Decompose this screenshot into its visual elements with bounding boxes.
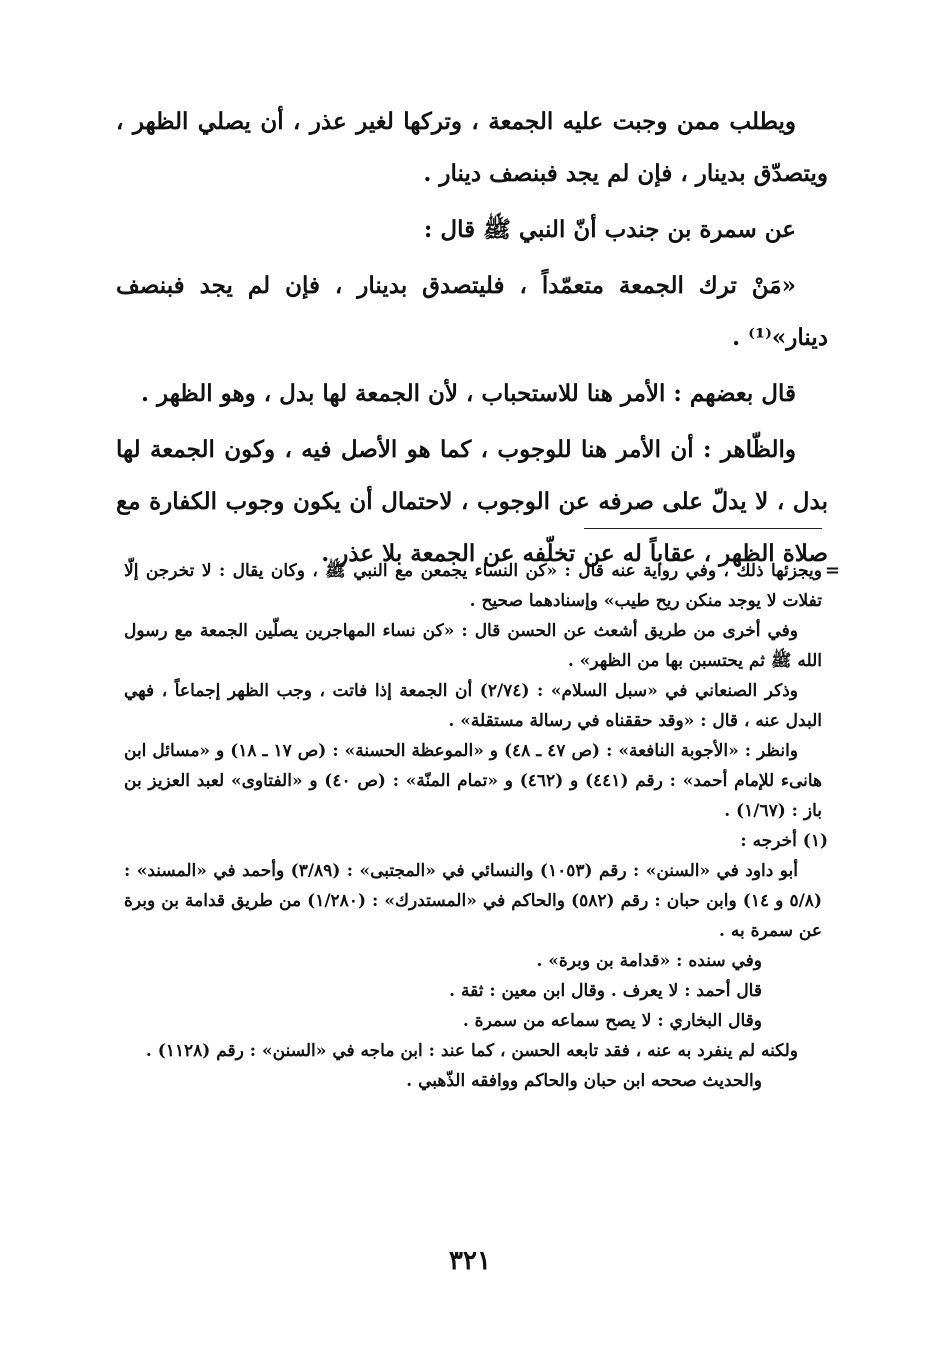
footnote-line: وفي أخرى من طريق أشعث عن الحسن قال : «كن نساء المهاجرين يصلّين الجمعة مع رسول الله ﷺ ثم يحتسبن بها من الظهر» . — [124, 621, 822, 671]
footnotes — [124, 556, 828, 1096]
hadith-quote: «مَنْ ترك الجمعة متعمّداً ، فليتصدق بدينار ، فإن لم يجد فبنصف دينار»⁽¹⁾ . — [116, 272, 828, 351]
footnote-line: وقال البخاري : لا يصح سماعه من سمرة . — [462, 1011, 762, 1031]
paragraph-2: عن سمرة بن جندب أنّ النبي ﷺ قال : — [423, 216, 796, 243]
footnote-label: (١) أخرجه : — [740, 831, 828, 851]
page-number: ٣٢١ — [449, 1246, 491, 1276]
footnote-line: والحديث صححه ابن حبان والحاكم ووافقه الذّهبي . — [406, 1071, 762, 1091]
footnote-line: ولكنه لم ينفرد به عنه ، فقد تابعه الحسن ، كما عند : ابن ماجه في «السنن» : رقم (١١٢٨) . — [145, 1041, 798, 1061]
footnote-continuation-mark: = — [824, 560, 840, 581]
paragraph-4: قال بعضهم : الأمر هنا للاستحباب ، لأن الجمعة لها بدل ، وهو الظهر . — [141, 380, 796, 407]
paragraph-1: ويطلب ممن وجبت عليه الجمعة ، وتركها لغير عذر ، أن يصلي الظهر ، ويتصدّق بدينار ، فإن لم يجد فبنصف دينار . — [116, 108, 828, 187]
footnote-line: وانظر : «الأجوبة النافعة» : (ص ٤٧ ـ ٤٨) و «الموعظة الحسنة» : (ص ١٧ ـ ١٨) و «مسائل ابن هانىء للإمام أحمد» : رقم (٤٤١) و (٤٦٢) و «تمام المنّة» : (ص ٤٠) و «الفتاوى» لعبد العزيز بن باز : (١/٦٧) . — [124, 741, 822, 821]
footnote-line: ويجزئها ذلك ، وفي رواية عنه قال : «كن النساء يجمعن مع النبي ﷺ ، وكان يقال : لا تخرجن إلّا تفلات لا يوجد منكن ريح طيب» وإسنادهما صحيح . — [124, 561, 822, 611]
footnote-line: أبو داود في «السنن» : رقم (١٠٥٣) والنسائي في «المجتبى» : (٣/٨٩) وأحمد في «المسند» : (٥/٨ و ١٤) وابن حبان : رقم (٥٨٢) والحاكم في «المستدرك» : (١/٢٨٠) من طريق قدامة بن وبرة عن سمرة به . — [124, 861, 822, 941]
main-text — [116, 96, 828, 584]
footnote-line: وذكر الصنعاني في «سبل السلام» : (٢/٧٤) أن الجمعة إذا فاتت ، وجب الظهر إجماعاً ، فهي البدل عنه ، قال : «وقد حققناه في رسالة مستقلة» . — [124, 681, 822, 731]
footnote-line: وفي سنده : «قدامة بن وبرة» . — [536, 951, 762, 971]
footnote-line: قال أحمد : لا يعرف . وقال ابن معين : ثقة . — [449, 981, 762, 1001]
footnote-separator — [584, 528, 822, 529]
paragraph-5: والظّاهر : أن الأمر هنا للوجوب ، كما هو الأصل فيه ، وكون الجمعة لها بدل ، لا يدلّ على صرفه عن الوجوب ، لاحتمال أن يكون وجوب الكفارة مع صلاة الظهر ، عقاباً له عن تخلّفه عن الجمعة بلا عذر . — [116, 436, 828, 567]
